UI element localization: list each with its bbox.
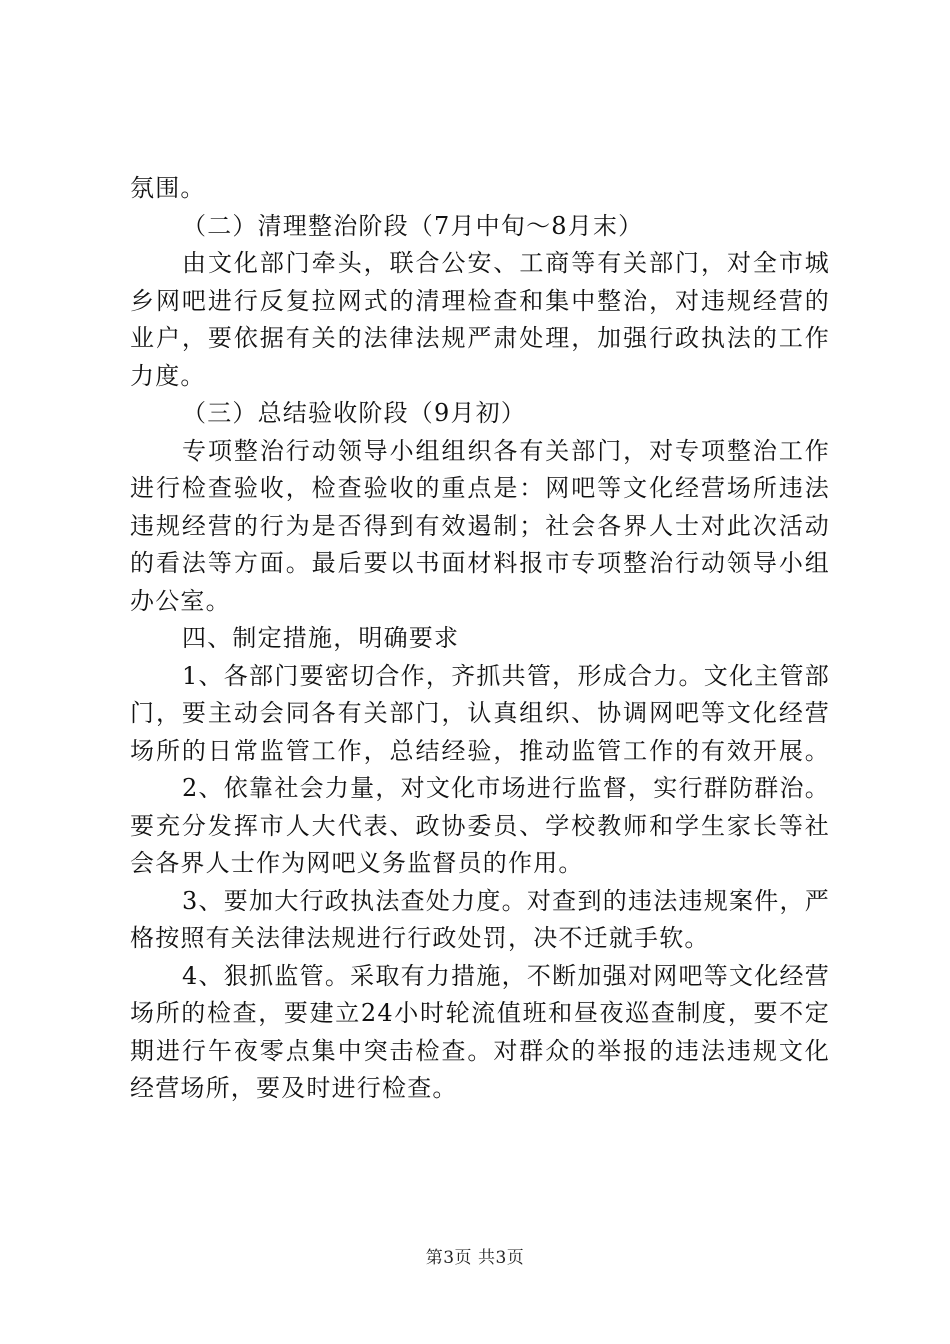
paragraph-line: 的看法等方面。最后要以书面材料报市专项整治行动领导小组 [130,549,830,577]
paragraph-line: 场所的检查，要建立24小时轮流值班和昼夜巡查制度，要不定 [130,999,830,1027]
paragraph-line: 要充分发挥市人大代表、政协委员、学校教师和学生家长等社 [130,811,830,840]
paragraph-line: 3、要加大行政执法查处力度。对查到的违法违规案件，严 [182,886,830,915]
paragraph-line: 办公室。 [130,586,231,615]
paragraph-line: 1、各部门要密切合作，齐抓共管，形成合力。文化主管部 [182,661,830,690]
paragraph-line: 格按照有关法律法规进行行政处罚，决不迁就手软。 [130,924,710,952]
paragraph-line: 经营场所，要及时进行检查。 [130,1074,458,1102]
paragraph-line: 由文化部门牵头，联合公安、工商等有关部门，对全市城 [182,249,830,277]
paragraph-line: 会各界人士作为网吧义务监督员的作用。 [130,849,584,877]
section-heading: （二）清理整治阶段（7月中旬～8月末） [182,211,644,240]
paragraph-line: 业户，要依据有关的法律法规严肃处理，加强行政执法的工作 [130,324,830,352]
paragraph-line: 4、狠抓监管。采取有力措施，不断加强对网吧等文化经营 [182,961,830,990]
paragraph-line: 乡网吧进行反复拉网式的清理检查和集中整治，对违规经营的 [130,286,830,315]
section-heading: 四、制定措施，明确要求 [182,624,460,652]
paragraph-line: 2、依靠社会力量，对文化市场进行监督，实行群防群治。 [182,774,830,802]
paragraph-line: 进行检查验收，检查验收的重点是：网吧等文化经营场所违法 [130,474,830,502]
section-heading: （三）总结验收阶段（9月初） [182,399,527,427]
paragraph-line: 专项整治行动领导小组组织各有关部门，对专项整治工作 [182,436,830,465]
paragraph-line: 场所的日常监管工作，总结经验，推动监管工作的有效开展。 [130,736,830,765]
paragraph-line: 门，要主动会同各有关部门，认真组织、协调网吧等文化经营 [130,699,830,727]
paragraph-line: 期进行午夜零点集中突击检查。对群众的举报的违法违规文化 [130,1036,830,1065]
paragraph-line: 力度。 [130,361,206,390]
paragraph-line: 氛围。 [130,174,206,202]
paragraph-line: 违规经营的行为是否得到有效遏制；社会各界人士对此次活动 [130,511,830,540]
document-body [130,170,830,1108]
page-number-footer: 第3页 共3页 [425,1248,525,1268]
